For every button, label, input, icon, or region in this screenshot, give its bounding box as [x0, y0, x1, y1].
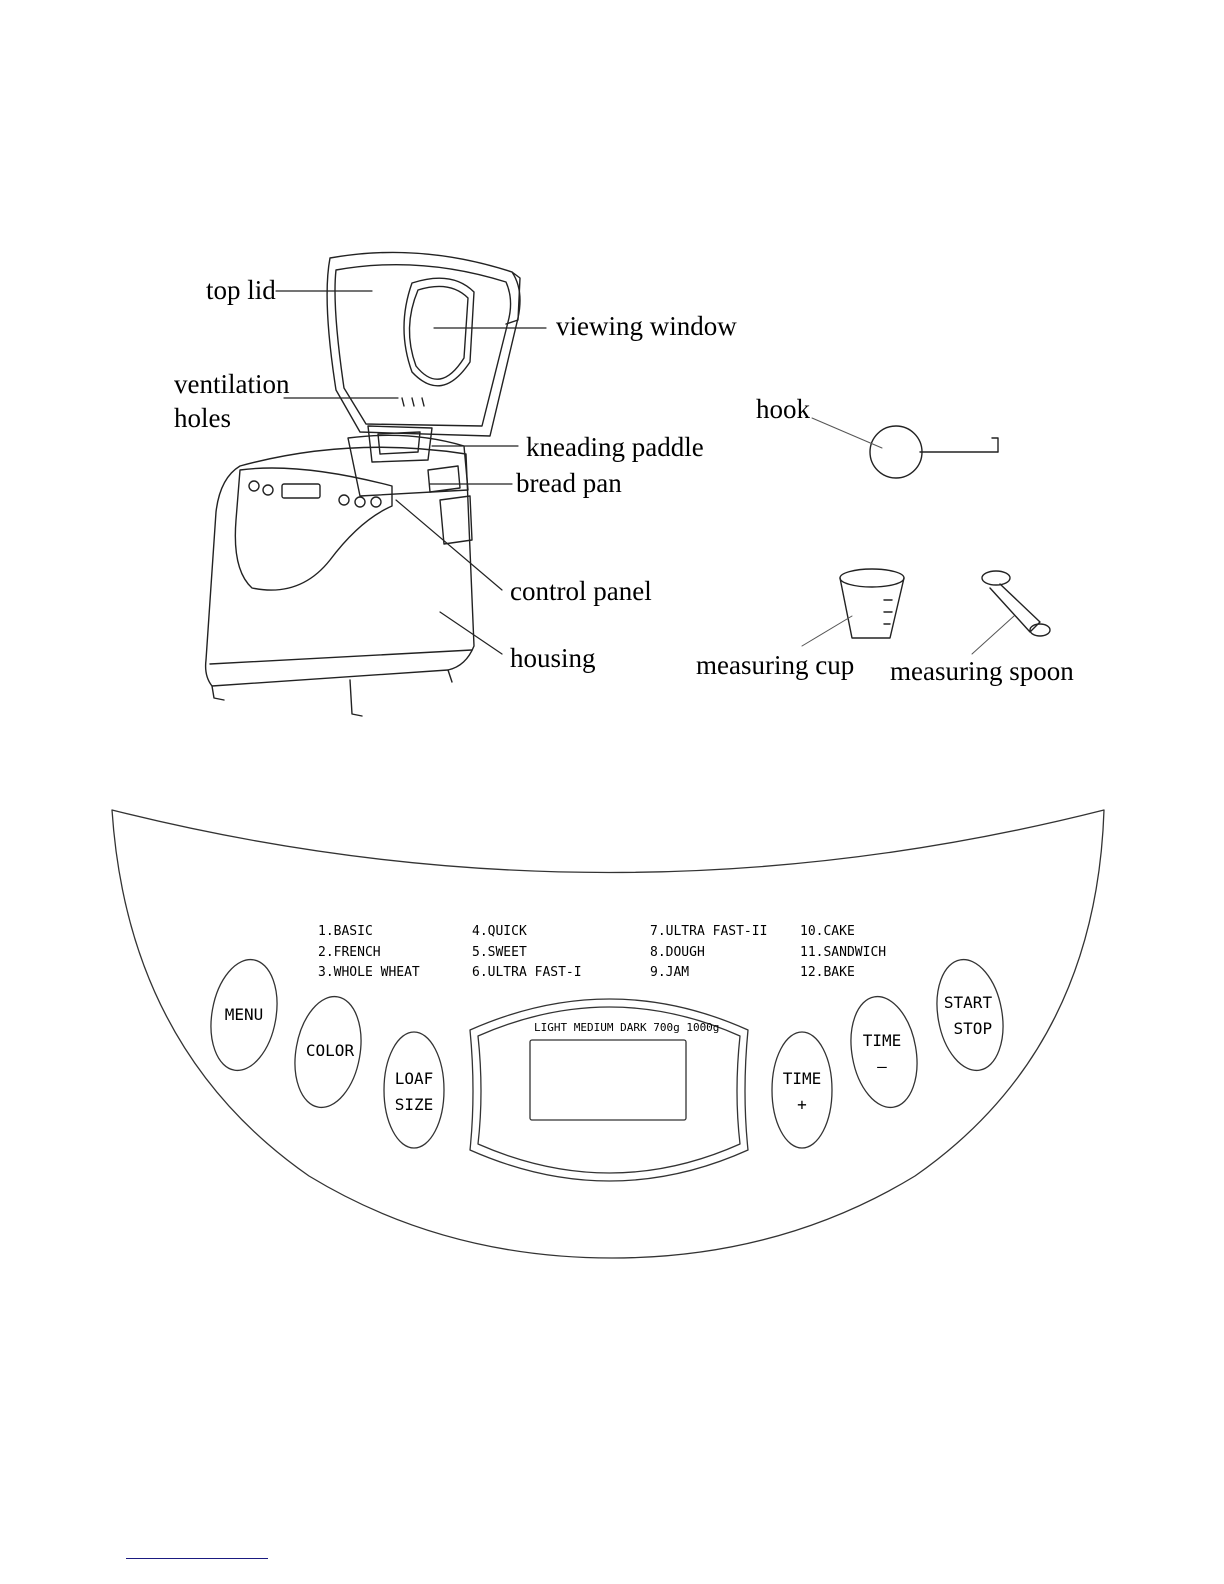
loaf-size-button[interactable]: LOAF SIZE: [394, 1069, 434, 1114]
label-measuring-cup: measuring cup: [696, 650, 855, 680]
label-top-lid: top lid: [206, 275, 276, 305]
lcd-screen: [530, 1040, 686, 1120]
menu-button[interactable]: MENU: [224, 1005, 264, 1024]
time-plus-button[interactable]: TIME +: [782, 1069, 822, 1114]
program-list-col4: [800, 922, 886, 984]
program-item: 9.JAM: [650, 965, 690, 980]
program-item: 5.SWEET: [472, 944, 527, 960]
program-list-col3: [650, 922, 767, 984]
color-button[interactable]: COLOR: [305, 1041, 355, 1060]
program-item: 11.SANDWICH: [800, 944, 887, 960]
program-list-col2: [472, 922, 582, 984]
housing-shape: [206, 447, 474, 686]
label-viewing-window: viewing window: [556, 311, 737, 341]
label-hook: hook: [756, 394, 810, 424]
label-holes: holes: [174, 403, 231, 433]
program-item: 6.ULTRA FAST-I: [472, 965, 582, 980]
program-item: 7.ULTRA FAST-II: [650, 924, 768, 939]
measuring-cup-illustration: [802, 569, 904, 646]
program-list-col1: [318, 922, 420, 984]
time-minus-button[interactable]: TIME –: [862, 1031, 902, 1076]
label-bread-pan: bread pan: [516, 468, 622, 498]
measuring-spoon-illustration: [972, 571, 1050, 654]
label-control-panel: control panel: [510, 576, 652, 606]
footer-rule: [126, 1558, 268, 1559]
program-item: 12.BAKE: [800, 965, 855, 980]
program-item: 1.BASIC: [318, 924, 373, 939]
lcd-header: LIGHT MEDIUM DARK 700g 1000g: [534, 1021, 720, 1034]
program-item: 8.DOUGH: [650, 944, 705, 960]
program-item: 3.WHOLE WHEAT: [318, 965, 420, 980]
program-item: 10.CAKE: [800, 924, 855, 939]
label-ventilation: ventilation: [174, 369, 290, 399]
program-item: 4.QUICK: [472, 924, 527, 939]
start-stop-button[interactable]: START STOP: [943, 993, 993, 1038]
program-item: 2.FRENCH: [318, 944, 381, 960]
label-housing: housing: [510, 643, 596, 673]
hook-illustration: [812, 418, 998, 478]
label-kneading-paddle: kneading paddle: [526, 432, 704, 462]
label-measuring-spoon: measuring spoon: [890, 656, 1074, 686]
